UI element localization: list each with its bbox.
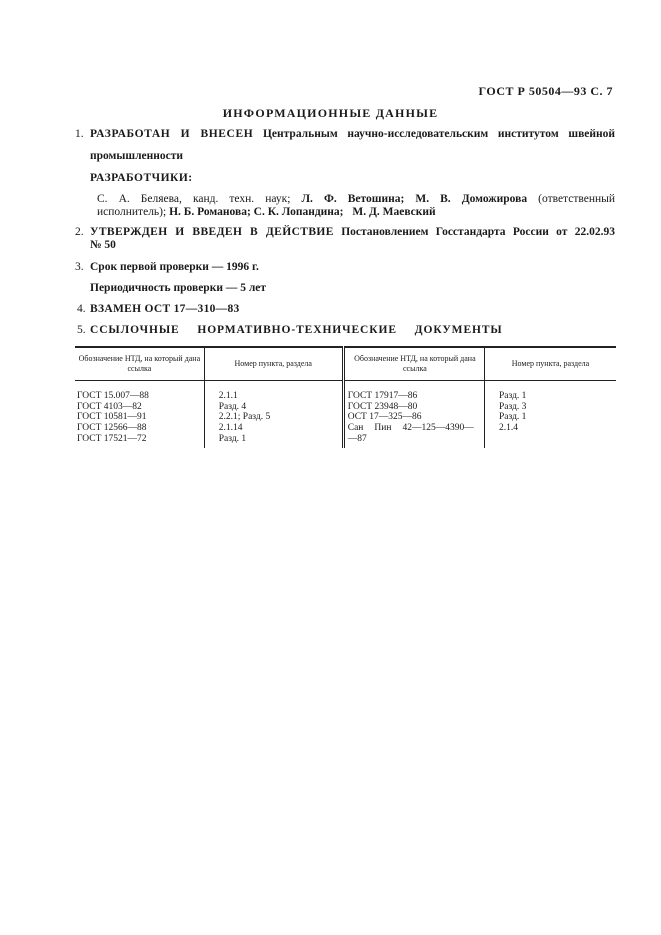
left-clause-cell [204,381,343,449]
document-code: ГОСТ Р 50504—93 С. 7 [478,84,613,98]
section-2-line-1 [90,226,615,238]
section-2-heading: УТВЕРЖДЕН И ВВЕДЕН В ДЕЙСТВИЕ [90,226,334,238]
section-5-number: 5. [77,324,86,336]
table-cell: 2.1.4 [499,422,518,433]
table-cell: Разд. 3 [499,401,527,412]
table-cell: ГОСТ 15.007—88 [77,391,149,401]
developers-heading: РАЗРАБОТЧИКИ: [90,172,193,184]
developer-dozhozhirova: М. В. Доможирова [415,193,528,205]
column-header-doc-right: Обозначение НТД, на который дана ссылка [343,347,484,381]
section-5-text: ССЫЛОЧНЫЕ НОРМАТИВНО-ТЕХНИЧЕСКИЕ ДОКУМЕНТЫ [90,324,503,336]
left-doc-cell [75,381,204,449]
section-1-number: 1. [75,128,84,140]
section-4-text: ВЗАМЕН ОСТ 17—310—83 [90,303,240,315]
table-cell: —87 [347,433,367,444]
sanpin-part: 42—125—4390— [402,422,474,433]
table-cell: ГОСТ 12566—88 [77,422,147,433]
section-3-periodicity: Периодичность проверки — 5 лет [90,282,267,294]
table-cell: 2.1.14 [218,422,243,433]
section-1-text-1: Центральным научно-исследовательским институтом швейной [262,128,616,140]
column-header-clause-left: Номер пункта, раздела [204,347,343,381]
table-body-row [75,381,616,449]
right-clause-cell [485,381,617,449]
right-doc-cell [343,381,484,449]
section-2-number: 2. [75,226,84,238]
developer-role-cont: исполнитель); [97,206,167,218]
table-cell: ГОСТ 17521—72 [77,433,147,444]
section-1-text-2: промышленности [90,150,184,162]
section-1-line-1 [90,128,615,140]
table-cell: 2.2.1; Разд. 5 [218,412,271,423]
sanpin-part: Пин [374,422,392,433]
developer-vetoshina: Л. Ф. Ветошина; [301,193,405,205]
developer-belyaeva: С. А. Беляева, канд. техн. наук; [97,193,291,205]
developer-romanova-lopandina: Н. Б. Романова; С. К. Лопандина; [169,206,344,218]
sanpin-part: Сан [347,422,364,433]
page-title: ИНФОРМАЦИОННЫЕ ДАННЫЕ [222,106,439,120]
section-3-term: Срок [90,261,118,273]
developer-maevsky: М. Д. Маевский [352,206,436,218]
reference-documents-table [75,346,616,448]
table-cell: Разд. 1 [499,391,527,401]
section-3-number: 3. [75,261,84,273]
table-cell: ГОСТ 4103—82 [77,401,142,412]
section-3-first-check: первой проверки — 1996 г. [119,261,259,273]
table-cell: Разд. 4 [218,401,247,412]
table-cell: ОСТ 17—325—86 [347,412,422,423]
table-cell: 2.1.1 [218,391,238,401]
developers-line-2 [97,206,436,218]
table-cell-sanpin [348,423,474,434]
table-cell: ГОСТ 23948—80 [347,401,418,412]
table-cell: Разд. 1 [218,433,247,444]
table-header-row [75,347,616,381]
developers-line-1 [97,193,615,205]
section-3-line-1 [90,261,259,273]
section-4-number: 4. [77,303,86,315]
column-header-clause-right: Номер пункта, раздела [485,347,617,381]
section-2-text-1: Постановлением Госстандарта России от 22.02.93 [341,226,616,238]
table-cell: ГОСТ 10581—91 [77,412,147,423]
section-1-heading: РАЗРАБОТАН И ВНЕСЕН [90,128,254,140]
developer-role: (ответственный [538,193,616,205]
section-2-text-2: № 50 [90,239,116,251]
column-header-doc-left: Обозначение НТД, на который дана ссылка [75,347,204,381]
table-cell: ГОСТ 17917—86 [347,391,418,401]
table-cell: Разд. 1 [499,412,527,423]
